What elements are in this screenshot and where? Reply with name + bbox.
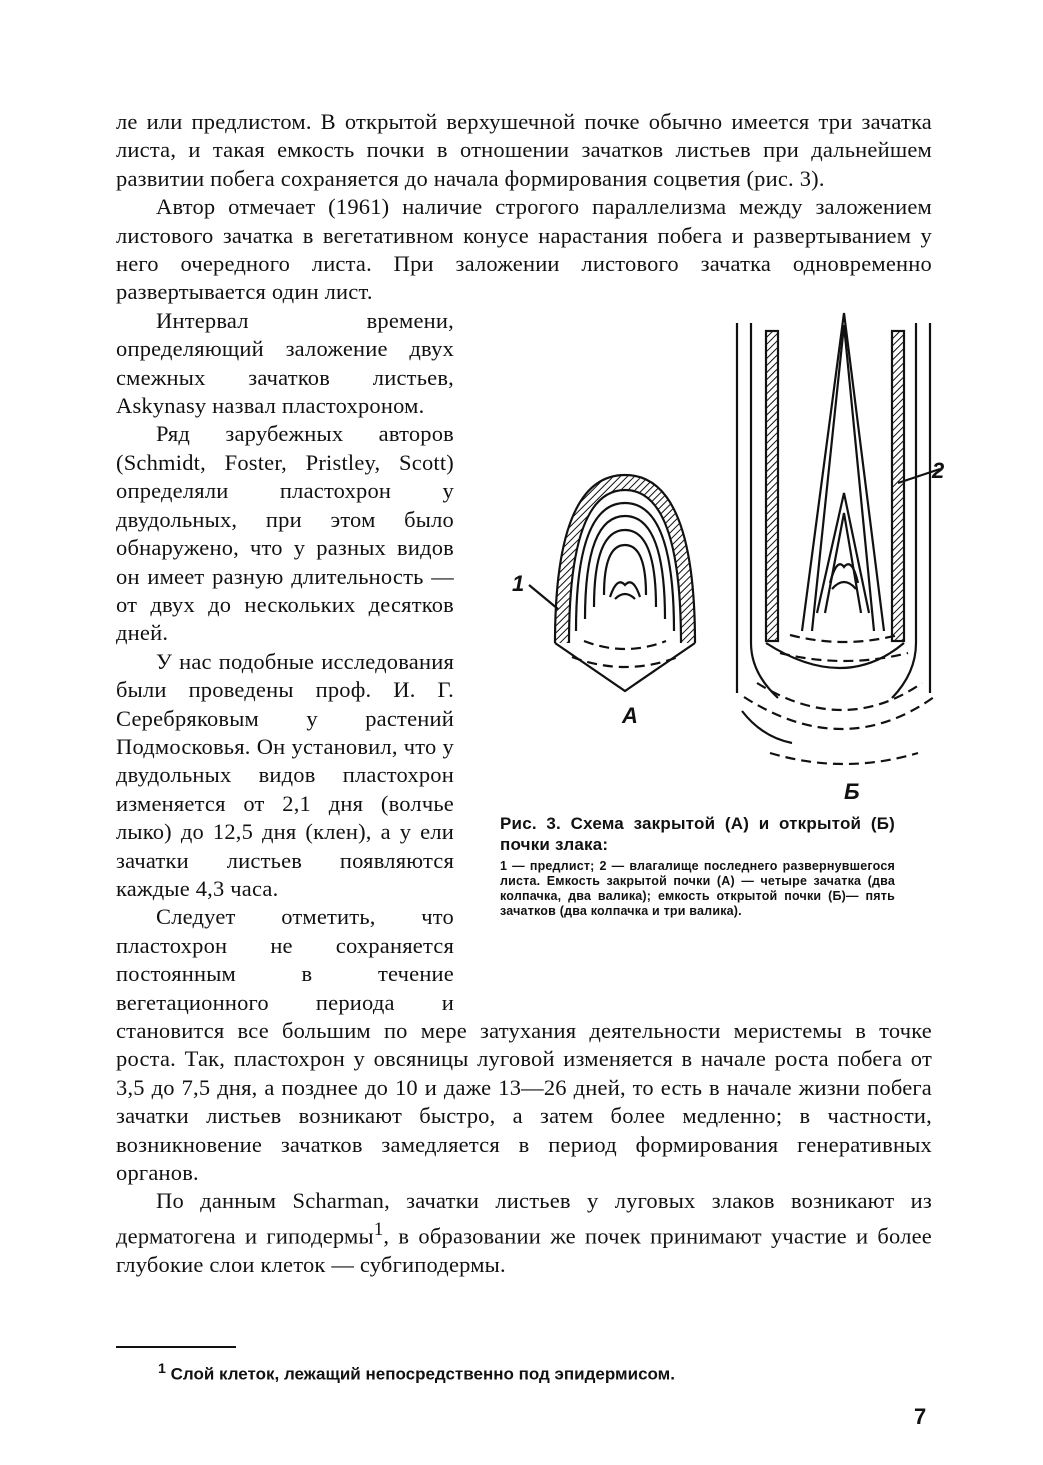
figure-3 — [472, 313, 945, 1003]
footnote-mark: 1 — [158, 1361, 166, 1377]
figure-caption — [500, 813, 895, 919]
footnote-text: Слой клеток, лежащий непосредственно под эпидермисом. — [170, 1364, 675, 1384]
paragraph-text: По данным Scharman, зачатки листьев у луговых злаков возникают из дерматогена и гиподермы — [116, 1188, 932, 1249]
paragraph: Автор отмечает (1961) наличие строгого параллелизма между заложением листового зачатка в вегетативном конусе нарастания побега и развертыванием у него очередного листа. При заложении листового зачатка одновременно развертывается один лист. — [116, 194, 932, 305]
footnote-reference: 1 — [373, 1218, 384, 1240]
main-text — [116, 108, 945, 1279]
figure-label-1: 1 — [512, 570, 525, 596]
footnote — [158, 1358, 918, 1386]
caption-title: Рис. 3. Схема закрытой (А) и открытой (Б) почки злака: — [500, 813, 895, 854]
footnote-divider — [116, 1346, 236, 1348]
figure-label-a: А — [622, 702, 639, 728]
paragraph: Интервал времени, определяющий заложение двух смежных зачатков листьев, Askynasy назвал пластохроном. — [116, 307, 454, 419]
open-bud-drawing — [737, 313, 940, 764]
closed-bud-drawing — [529, 475, 695, 691]
paragraph-with-footnote — [116, 1187, 932, 1279]
figure-label-2: 2 — [932, 457, 945, 483]
paragraph: ле или предлистом. В открытой верхушечной почке обычно имеется три зачатка листа, и такая емкость почки в отношении зачатков листьев при дальнейшем развитии побега сохраняется до начала формирования соцветия (рис. 3). — [116, 109, 932, 191]
page-number: 7 — [914, 1404, 927, 1429]
paragraph: Следует отметить, что пластохрон не сохраняется постоянным в течение вегетационного периода и становится все большим по мере затухания деятельности меристемы в точке роста. Так, пластохрон у овсяницы луговой изменяется в начале роста побега от 3,5 до 7,5 дня, а позднее до 10 и даже 13—26 дней, то есть в начале жизни побега зачатки листьев возникают быстро, а затем более медленно; в частности, возникновение зачатков замедляется в период формирования генеративных органов. — [116, 904, 932, 1186]
paragraph: Ряд зарубежных авторов (Schmidt, Foster, Pristley, Scott) определяли пластохрон у двудольных, при этом было обнаружено, что у разных видов он имеет разную длительность — от двух до нескольких десятков дней. — [116, 421, 454, 646]
caption-body: 1 — предлист; 2 — влагалище последнего развернувшегося листа. Емкость закрытой почки (А) — четыре зачатка (два колпачка, два валика); емкость открытой почки (Б)— пять зачатков (два колпачка и три валика). — [500, 858, 895, 918]
paragraph: У нас подобные исследования были проведены проф. И. Г. Серебряковым у растений Подмосковья. Он установил, что у двудольных видов пластохрон изменяется от 2,1 дня (волчье лыко) до 12,5 дня (клен), а у ели зачатки листьев появляются каждые 4,3 часа. — [116, 648, 454, 901]
paragraph-text-after: , в образовании же почек принимают участие и более глубокие слои клеток — субгиподермы. — [116, 1223, 932, 1277]
figure-label-b: Б — [844, 778, 860, 804]
